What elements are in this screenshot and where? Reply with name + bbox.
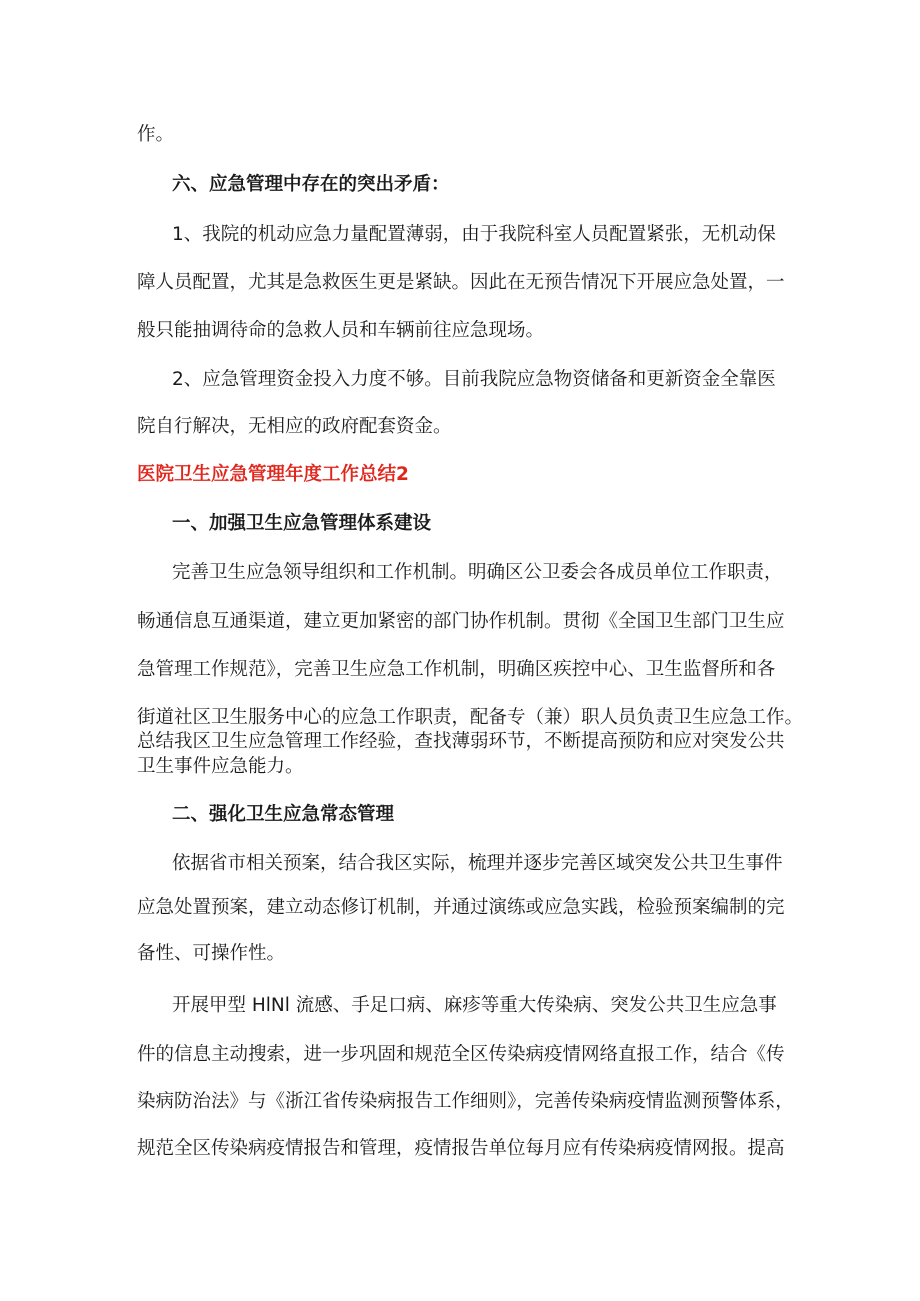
paragraph-line: 应急处置预案，建立动态修订机制，并通过演练或应急实践，检验预案编制的完 [137, 897, 785, 918]
paragraph-line: 备性、可操作性。 [137, 943, 286, 964]
paragraph-line: 规范全区传染病疫情报告和管理，疫情报告单位每月应有传染病疫情网报。提高 [137, 1138, 785, 1159]
paragraph-line: 卫生事件应急能力。 [137, 756, 304, 777]
paragraph-line: 街道社区卫生服务中心的应急工作职责，配备专（兼）职人员负责卫生应急工作。 [137, 707, 804, 728]
paragraph-line: 院自行解决，无相应的政府配套资金。 [137, 416, 452, 437]
paragraph-line: 依据省市相关预案，结合我区实际，梳理并逐步完善区域突发公共卫生事件 [172, 853, 783, 874]
section-heading: 二、强化卫生应急常态管理 [172, 804, 395, 825]
section-heading: 一、加强卫生应急管理体系建设 [172, 513, 432, 534]
paragraph-line: 急管理工作规范》，完善卫生应急工作机制，明确区疾控中心、卫生监督所和各 [137, 659, 776, 680]
paragraph-line: 2、应急管理资金投入力度不够。目前我院应急物资储备和更新资金全靠医 [172, 369, 776, 390]
paragraph-line: 畅通信息互通渠道，建立更加紧密的部门协作机制。贯彻《全国卫生部门卫生应 [137, 611, 785, 632]
paragraph-line: 障人员配置，尤其是急救医生更是紧缺。因此在无预告情况下开展应急处置，一 [137, 272, 785, 293]
section-heading: 六、应急管理中存在的突出矛盾： [172, 174, 450, 195]
document-title: 医院卫生应急管理年度工作总结2 [137, 464, 409, 485]
paragraph-line: 开展甲型 HlNl 流感、手足口病、麻疹等重大传染病、突发公共卫生应急事 [172, 995, 777, 1016]
paragraph-line: 件的信息主动搜索，进一步巩固和规范全区传染病疫情网络直报工作，结合《传 [137, 1044, 785, 1065]
paragraph-line: 1、我院的机动应急力量配置薄弱，由于我院科室人员配置紧张，无机动保 [172, 224, 776, 245]
paragraph-line: 总结我区卫生应急管理工作经验，查找薄弱环节，不断提高预防和应对突发公共 [137, 731, 785, 752]
paragraph-line: 完善卫生应急领导组织和工作机制。明确区公卫委会各成员单位工作职责， [172, 562, 783, 583]
paragraph-line: 作。 [137, 124, 175, 145]
paragraph-line: 染病防治法》与《浙江省传染病报告工作细则》，完善传染病疫情监测预警体系， [137, 1091, 794, 1112]
paragraph-line: 般只能抽调待命的急救人员和车辆前往应急现场。 [137, 320, 545, 341]
